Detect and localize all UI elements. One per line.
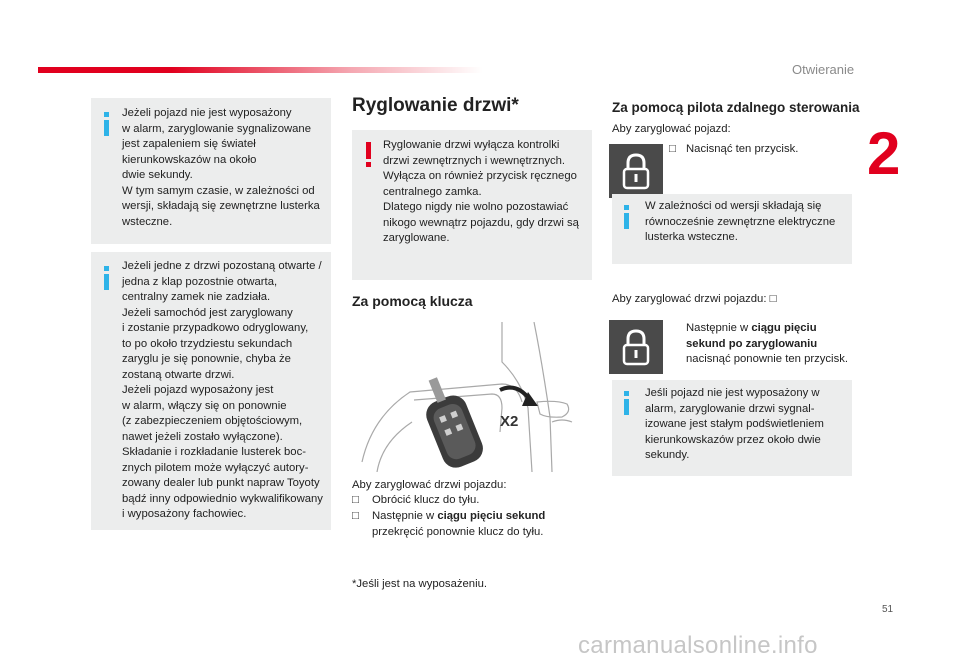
- bullet-icon: □: [352, 510, 359, 522]
- footnote: *Jeśli jest na wyposażeniu.: [352, 578, 488, 590]
- remote-intro-1: Aby zaryglować pojazd:: [612, 123, 731, 135]
- note-text: W zależności od wersji składają się równocześnie zewnętrzne elektryczne lusterka wsteczne.: [645, 200, 836, 243]
- section-title: Otwieranie: [792, 62, 855, 77]
- bullet-icon: □: [669, 143, 676, 155]
- note-text: Jeżeli pojazd nie jest wyposażony w alarm, zaryglowanie sygnalizowane jest zapaleniem się świateł kierunkowskazów na około dwie sekundy. W tym samym czasie, w zależności od wersji, składają się zewnętrzne lusterka wsteczne.: [122, 107, 320, 228]
- info-note-alarm: [91, 98, 331, 244]
- remote-step-press: Nacisnąć ten przycisk.: [686, 143, 799, 155]
- key-intro: Aby zaryglować drzwi pojazdu:: [352, 479, 507, 491]
- key-heading: Za pomocą klucza: [352, 293, 473, 309]
- remote-intro-2: Aby zaryglować drzwi pojazdu: □: [612, 293, 777, 305]
- chapter-number: 2: [867, 120, 901, 187]
- info-note-mirrors: [612, 194, 852, 264]
- info-note-alarm-remote: [612, 380, 852, 476]
- warning-text: Ryglowanie drzwi wyłącza kontrolki drzwi zewnętrznych i wewnętrznych. Wyłącza on również przycisk ręcznego centralnego zamka. Dlatego nigdy nie wolno pozostawiać nikogo wewnątrz pojazdu, gdy drzwi są zaryglowane.: [383, 139, 579, 244]
- info-note-central-locking: [91, 252, 331, 530]
- warning-note: [352, 130, 592, 280]
- note-text: Jeśli pojazd nie jest wyposażony w alarm, zaryglowanie drzwi sygnal- izowane jest stałym podświetleniem kierunkowskazów przez około dwie sekundy.: [645, 387, 824, 461]
- bullet-icon: □: [352, 494, 359, 506]
- remote-heading: Za pomocą pilota zdalnego sterowania: [612, 100, 860, 115]
- header-accent-bar: [38, 67, 483, 73]
- lock-button-icon: [609, 144, 663, 198]
- illustration-x2-label: X2: [500, 413, 519, 430]
- key-step-2: Następnie w ciągu pięciu sekund przekręcić ponownie klucz do tyłu.: [372, 510, 546, 538]
- lock-button-icon: [609, 320, 663, 374]
- page-title: Ryglowanie drzwi*: [352, 95, 519, 116]
- remote-step-2: Następnie w ciągu pięciu sekund po zaryglowaniu nacisnąć ponownie ten przycisk.: [686, 322, 849, 365]
- key-lock-illustration: [352, 322, 592, 472]
- key-step-1: Obrócić klucz do tyłu.: [372, 494, 480, 506]
- page-number: 51: [882, 604, 894, 615]
- note-text: Jeżeli jedne z drzwi pozostaną otwarte / jedna z klap pozostnie otwarta, centralny zamek nie zadziała. Jeżeli samochód jest zaryglowany i zostanie przypadkowo odryglowany, to po około trzydziestu sekundach zaryglu je się ponownie, chyba że zostaną otwarte drzwi. Jeżeli pojazd wyposażony jest w alarm, włączy się on ponownie (z zabezpieczeniem objętościowym, nawet jeżeli zostało wyłączone). Składanie i rozkładanie lusterek boc- znych pilotem może wyłączyć autory- zowany dealer lub punkt napraw Toyoty bądź inny odpowiednio wykwalifikowany i wyposażony fachowiec.: [122, 260, 323, 520]
- watermark: carmanualsonline.info: [578, 632, 818, 659]
